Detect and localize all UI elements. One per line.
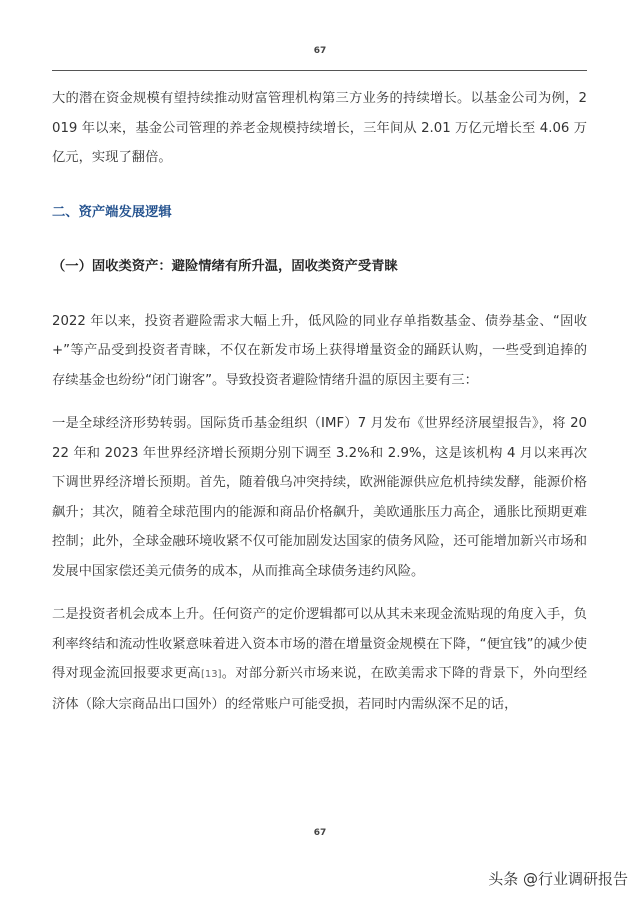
paragraph-text: 二是投资者机会成本上升。任何资产的定价逻辑都可以从其未来现金流贴现的角度入手，负利率终结和流动性收紧意味着进入资本市场的潜在增量资金规模在下降，“便宜钱”的减少使得对现金流回报要求更高 bbox=[52, 607, 587, 681]
watermark: 头条 @行业调研报告 bbox=[488, 870, 628, 888]
header-rule bbox=[52, 70, 587, 71]
paragraph-risk-aversion: 2022 年以来，投资者避险需求大幅上升，低风险的同业存单指数基金、债券基金、“固收+”等产品受到投资者青睐，不仅在新发市场上获得增量资金的踊跃认购，一些受到追捧的存续基金也纷纷“闭门谢客”。导致投资者避险情绪升温的原因主要有三： bbox=[52, 313, 587, 388]
subsection-heading: （一）固收类资产：避险情绪有所升温，固收类资产受青睐 bbox=[52, 259, 398, 274]
paragraph-global-economy: 一是全球经济形势转弱。国际货币基金组织（IMF）7 月发布《世界经济展望报告》，将 2022 年和 2023 年世界经济增长预期分别下调至 3.2%和 2.9%，这是该机构 4 月以来再次下调世界经济增长预期。首先，随着俄乌冲突持续，欧洲能源供应危机持续发酵，能源价格飙升；其次，随着全球范围内的能源和商品价格飙升，美欧通胀压力高企，通胀比预期更难控制；此外，全球金融环境收紧不仅可能加剧发达国家的债务风险，还可能增加新兴市场和发展中国家偿还美元债务的成本，从而推高全球债务违约风险。 bbox=[52, 416, 587, 579]
section-heading: 二、资产端发展逻辑 bbox=[52, 204, 172, 220]
document-body bbox=[52, 84, 587, 719]
paragraph-text-continued: 。对部分新兴市场来说，在欧美需求下降的背景下，外向型经济体（除大宗商品出口国外）的经常账户可能受损，若同时内需纵深不足的话， bbox=[52, 666, 588, 712]
page-number-top: 67 bbox=[313, 46, 327, 56]
paragraph-opportunity-cost bbox=[52, 600, 587, 719]
page-number-bottom: 67 bbox=[313, 828, 327, 838]
paragraph-intro: 大的潜在资金规模有望持续推动财富管理机构第三方业务的持续增长。以基金公司为例，2019 年以来，基金公司管理的养老金规模持续增长，三年间从 2.01 万亿元增长至 4.06 万亿元，实现了翻倍。 bbox=[52, 91, 587, 165]
citation-reference: [13] bbox=[200, 669, 222, 680]
